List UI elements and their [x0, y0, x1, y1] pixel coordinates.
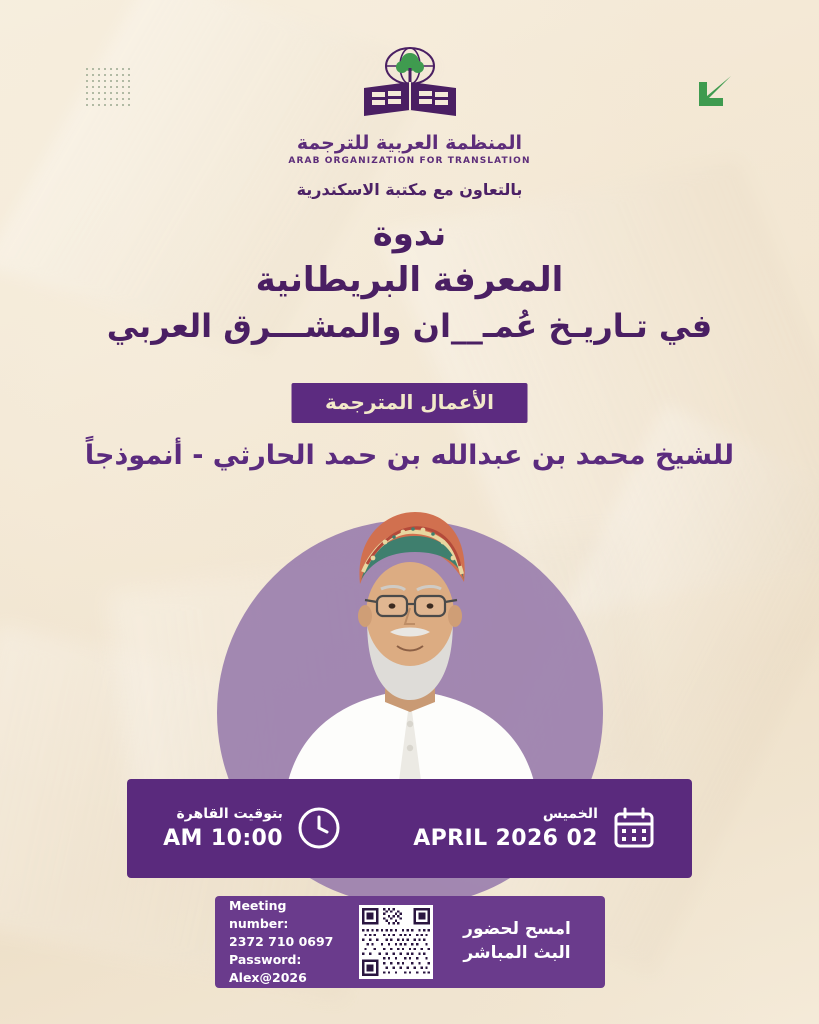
- date-day-label: الخميس: [542, 806, 598, 823]
- meeting-password-value: Alex@2026: [229, 970, 307, 986]
- poster-title: [0, 212, 819, 349]
- scan-instruction: [443, 918, 591, 966]
- title-line-2: المعرفة البريطانية: [255, 259, 564, 300]
- event-time: [163, 806, 341, 851]
- time-value: 10:00 AM: [163, 825, 283, 851]
- ribbon-label: الأعمال المترجمة: [291, 383, 528, 423]
- time-zone-label: بتوقيت القاهرة: [176, 806, 283, 823]
- calendar-icon: [612, 806, 656, 850]
- speaker-portrait: [245, 496, 575, 796]
- meeting-number-value: 2372 710 0697: [229, 933, 334, 949]
- title-line-3: في تـاريـخ عُمـ__ان والمشـــرق العربي: [106, 306, 713, 345]
- scan-line-2: البث المباشر: [463, 943, 571, 963]
- meeting-number-label: Meeting number:: [229, 897, 289, 931]
- event-info-bar: [127, 779, 692, 878]
- organization-name-ar: المنظمة العربية للترجمة: [296, 132, 523, 154]
- meeting-password-label: Password:: [229, 952, 302, 968]
- event-date: [413, 806, 656, 851]
- collaboration-line: بالتعاون مع مكتبة الاسكندرية: [296, 180, 523, 199]
- date-value: 02 APRIL 2026: [413, 825, 598, 851]
- organization-name-en: ARAB ORGANIZATION FOR TRANSLATION: [288, 156, 531, 166]
- clock-icon: [297, 806, 341, 850]
- title-line-1: ندوة: [372, 214, 447, 254]
- qr-code-icon[interactable]: [359, 905, 433, 979]
- book-globe-tree-logo-icon: [350, 44, 470, 126]
- meeting-access-bar: [215, 896, 605, 988]
- organization-logo: [0, 44, 819, 166]
- subject-line: للشيخ محمد بن عبدالله بن حمد الحارثي - أنموذجاً: [84, 440, 735, 471]
- scan-line-1: امسح لحضور: [463, 919, 571, 940]
- qr-code-graphic: [362, 908, 430, 976]
- meeting-details: [229, 897, 349, 988]
